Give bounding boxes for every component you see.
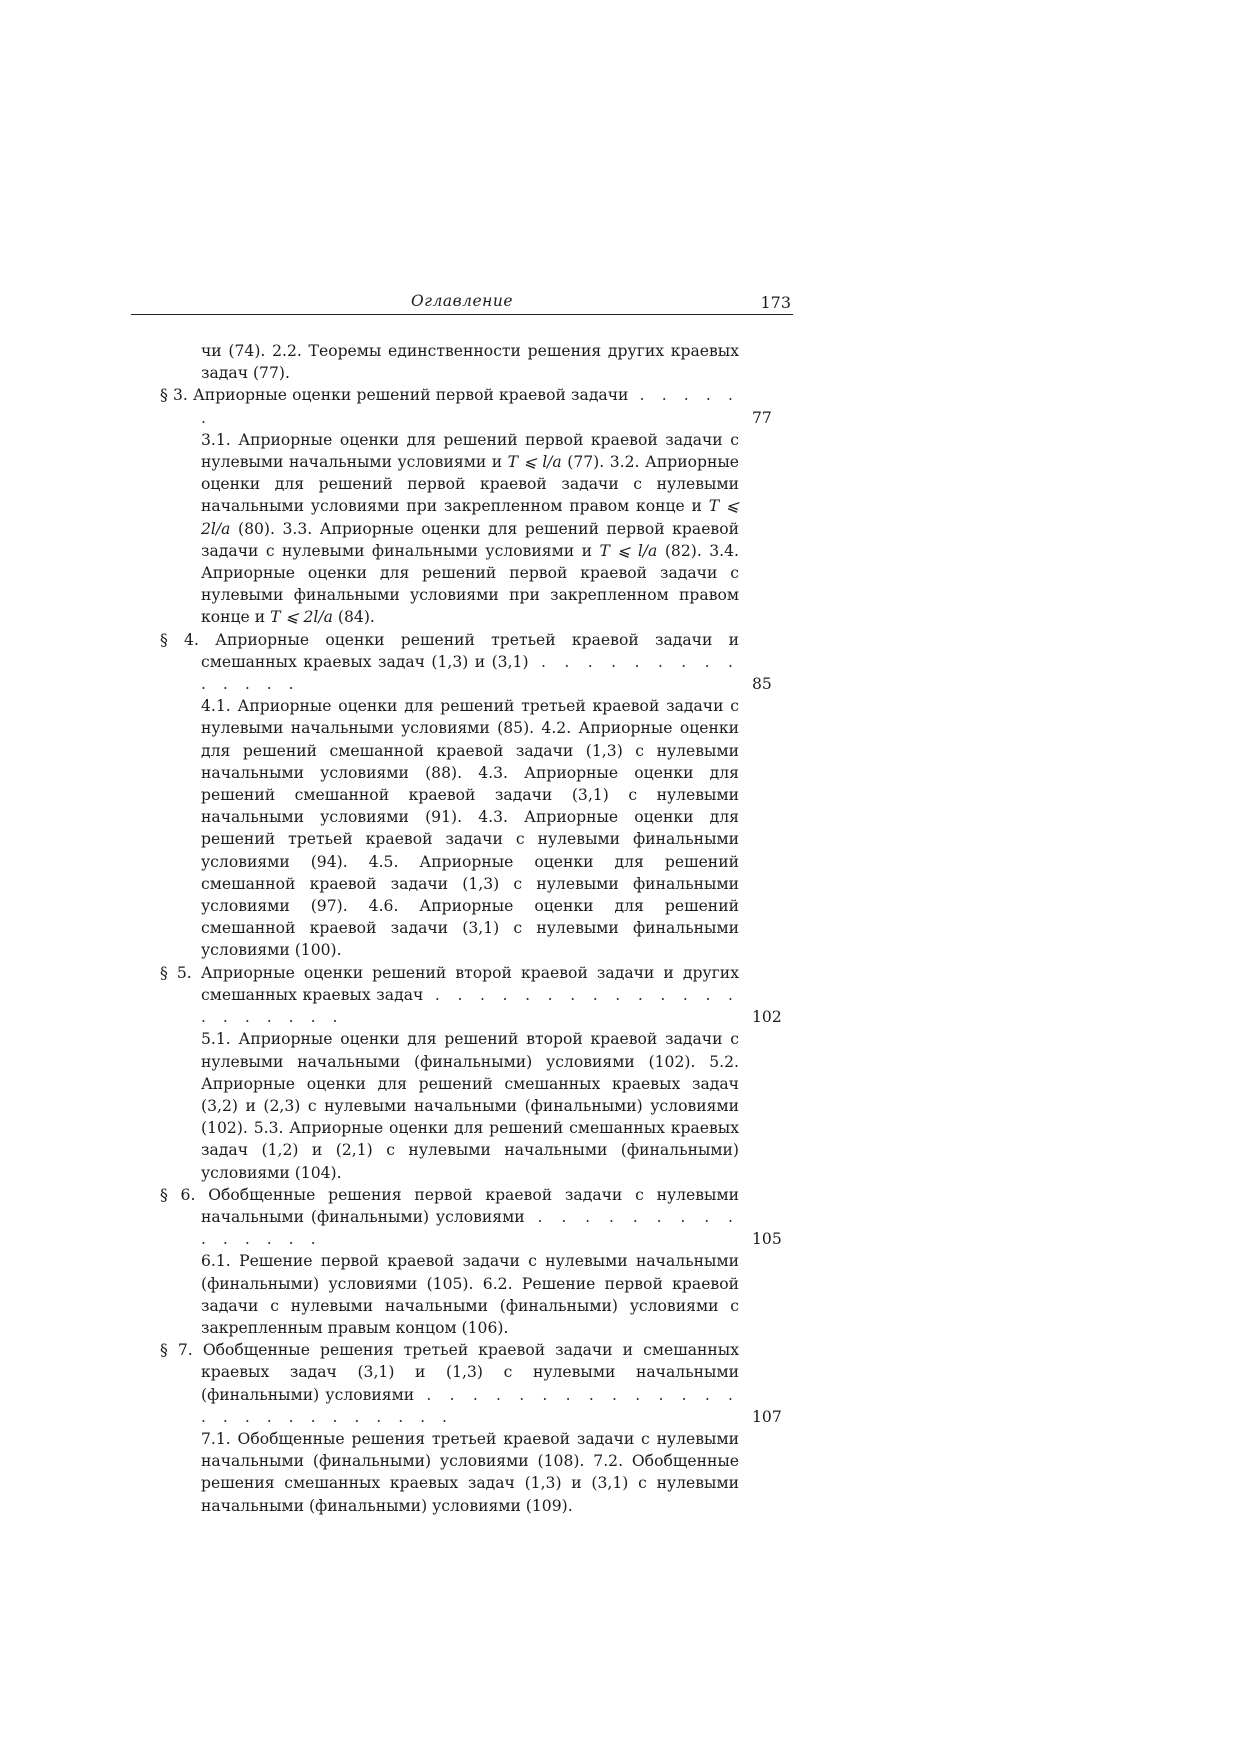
section-title: Априорные оценки решений первой краевой задачи (193, 386, 629, 405)
leader-dots: . . . . . . . . . . . . . . . . . . . . . . . . . . (201, 1385, 740, 1426)
section-label: § 7. (160, 1341, 193, 1360)
toc-section-heading: § 6. Обобщенные решения первой краевой задачи с нулевыми начальными (финальными) условиями . . . . . . . . . . . . . . . 105 (160, 1185, 782, 1249)
leader-dots: . . . . . . . . . . . . . . . (201, 1207, 739, 1249)
section-subsections: 7.1. Обобщенные решения третьей краевой задачи с нулевыми начальными (финальными) условиями (108). 7.2. Обобщенные решения смешанных краевых задач (1,3) и (3,1) с нулевыми начальными (финальными) условиями (109). (201, 1429, 739, 1515)
toc-continuation: чи (74). 2.2. Теоремы единственности решения других краевых задач (77). (201, 342, 739, 383)
section-label: § 3. (160, 386, 188, 405)
formula: T ⩽ l/a (599, 541, 658, 560)
section-subsections: 5.1. Априорные оценки для решений второй краевой задачи с нулевыми начальными (финальными) условиями (102). 5.2. Априорные оценки для решений смешанных краевых задач (3,2) и (2,3) с нулевыми начальными (финальными) условиями (102). 5.3. Априорные оценки для решений смешанных краевых задач (1,2) и (2,1) с нулевыми начальными (финальными) условиями (104). (201, 1030, 739, 1182)
toc-section-heading: § 5. Априорные оценки решений второй краевой задачи и других смешанных краевых задач . . . . . . . . . . . . . . . . . . . . . 102 (160, 963, 782, 1027)
toc-section-3[interactable] (160, 384, 793, 628)
formula: T ⩽ l/a (507, 453, 562, 472)
section-subsections: 4.1. Априорные оценки для решений третьей краевой задачи с нулевыми начальными условиями (85). 4.2. Априорные оценки для решений смешанной краевой задачи (1,3) с нулевыми начальными условиями (88). 4.3. Априорные оценки для решений смешанной краевой задачи (3,1) с нулевыми начальными условиями (91). 4.3. Априорные оценки для решений третьей краевой задачи с нулевыми финальными условиями (94). 4.5. Априорные оценки для решений смешанной краевой задачи (1,3) с нулевыми финальными условиями (97). 4.6. Априорные оценки для решений смешанной краевой задачи (3,1) с нулевыми финальными условиями (100). (201, 697, 739, 960)
toc-section-5[interactable] (160, 962, 793, 1184)
page-number: 173 (760, 293, 791, 312)
section-subsections: 6.1. Решение первой краевой задачи с нулевыми начальными (финальными) условиями (105). 6.2. Решение первой краевой задачи с нулевыми начальными (финальными) условиями с закрепленным правым концом (106). (201, 1252, 739, 1337)
toc-section-heading: § 7. Обобщенные решения третьей краевой задачи и смешанных краевых задач (3,1) и (1,3) с нулевыми начальными (финальными) условиями . . . . . . . . . . . . . . . . . . . . . . . . . . 107 (160, 1341, 782, 1426)
formula: T ⩽ 2l/a (201, 497, 739, 538)
leader-dots: . . . . . . . . . . . . . . . . . . . . . (201, 985, 739, 1027)
section-label: § 6. (160, 1185, 196, 1204)
section-subsections: 3.1. Априорные оценки для решений первой краевой задачи с нулевыми начальными условиями и T ⩽ l/a (77). 3.2. Априорные оценки для решений первой краевой задачи с нулевыми начальными условиями при закрепленном правом конце и T ⩽ 2l/a (80). 3.3. Априорные оценки для решений первой краевой задачи с нулевыми финальными условиями и T ⩽ l/a (82). 3.4. Априорные оценки для решений первой краевой задачи с нулевыми финальными условиями при закрепленном правом конце и T ⩽ 2l/a (84). (201, 430, 740, 627)
section-label: § 5. (160, 963, 192, 982)
section-label: § 4. (160, 630, 199, 649)
toc-section-7[interactable] (160, 1339, 793, 1517)
table-of-contents (160, 340, 793, 1517)
toc-section-heading: § 4. Априорные оценки решений третьей краевой задачи и смешанных краевых задач (1,3) и (3,1) . . . . . . . . . . . . . . 85 (160, 630, 772, 694)
running-title: Оглавление (410, 292, 514, 310)
section-title: Априорные оценки решений второй краевой задачи и других смешанных краевых задач (200, 963, 739, 1004)
running-head (131, 292, 793, 315)
toc-section-4[interactable] (160, 629, 793, 962)
formula: T ⩽ 2l/a (270, 608, 333, 627)
leader-dots: . . . . . . . . . . . . . . (201, 652, 739, 694)
toc-section-6[interactable] (160, 1184, 793, 1339)
toc-section-heading: § 3. Априорные оценки решений первой краевой задачи . . . . . . 77 (160, 386, 772, 427)
section-title: Обобщенные решения третьей краевой задачи и смешанных краевых задач (3,1) и (1,3) с нулевыми начальными (финальными) условиями (201, 1341, 739, 1404)
section-title: Априорные оценки решений третьей краевой задачи и смешанных краевых задач (1,3) и (3,1) (201, 630, 739, 671)
section-title: Обобщенные решения первой краевой задачи с нулевыми начальными (финальными) условиями (201, 1185, 739, 1226)
leader-dots: . . . . . . (201, 386, 739, 427)
